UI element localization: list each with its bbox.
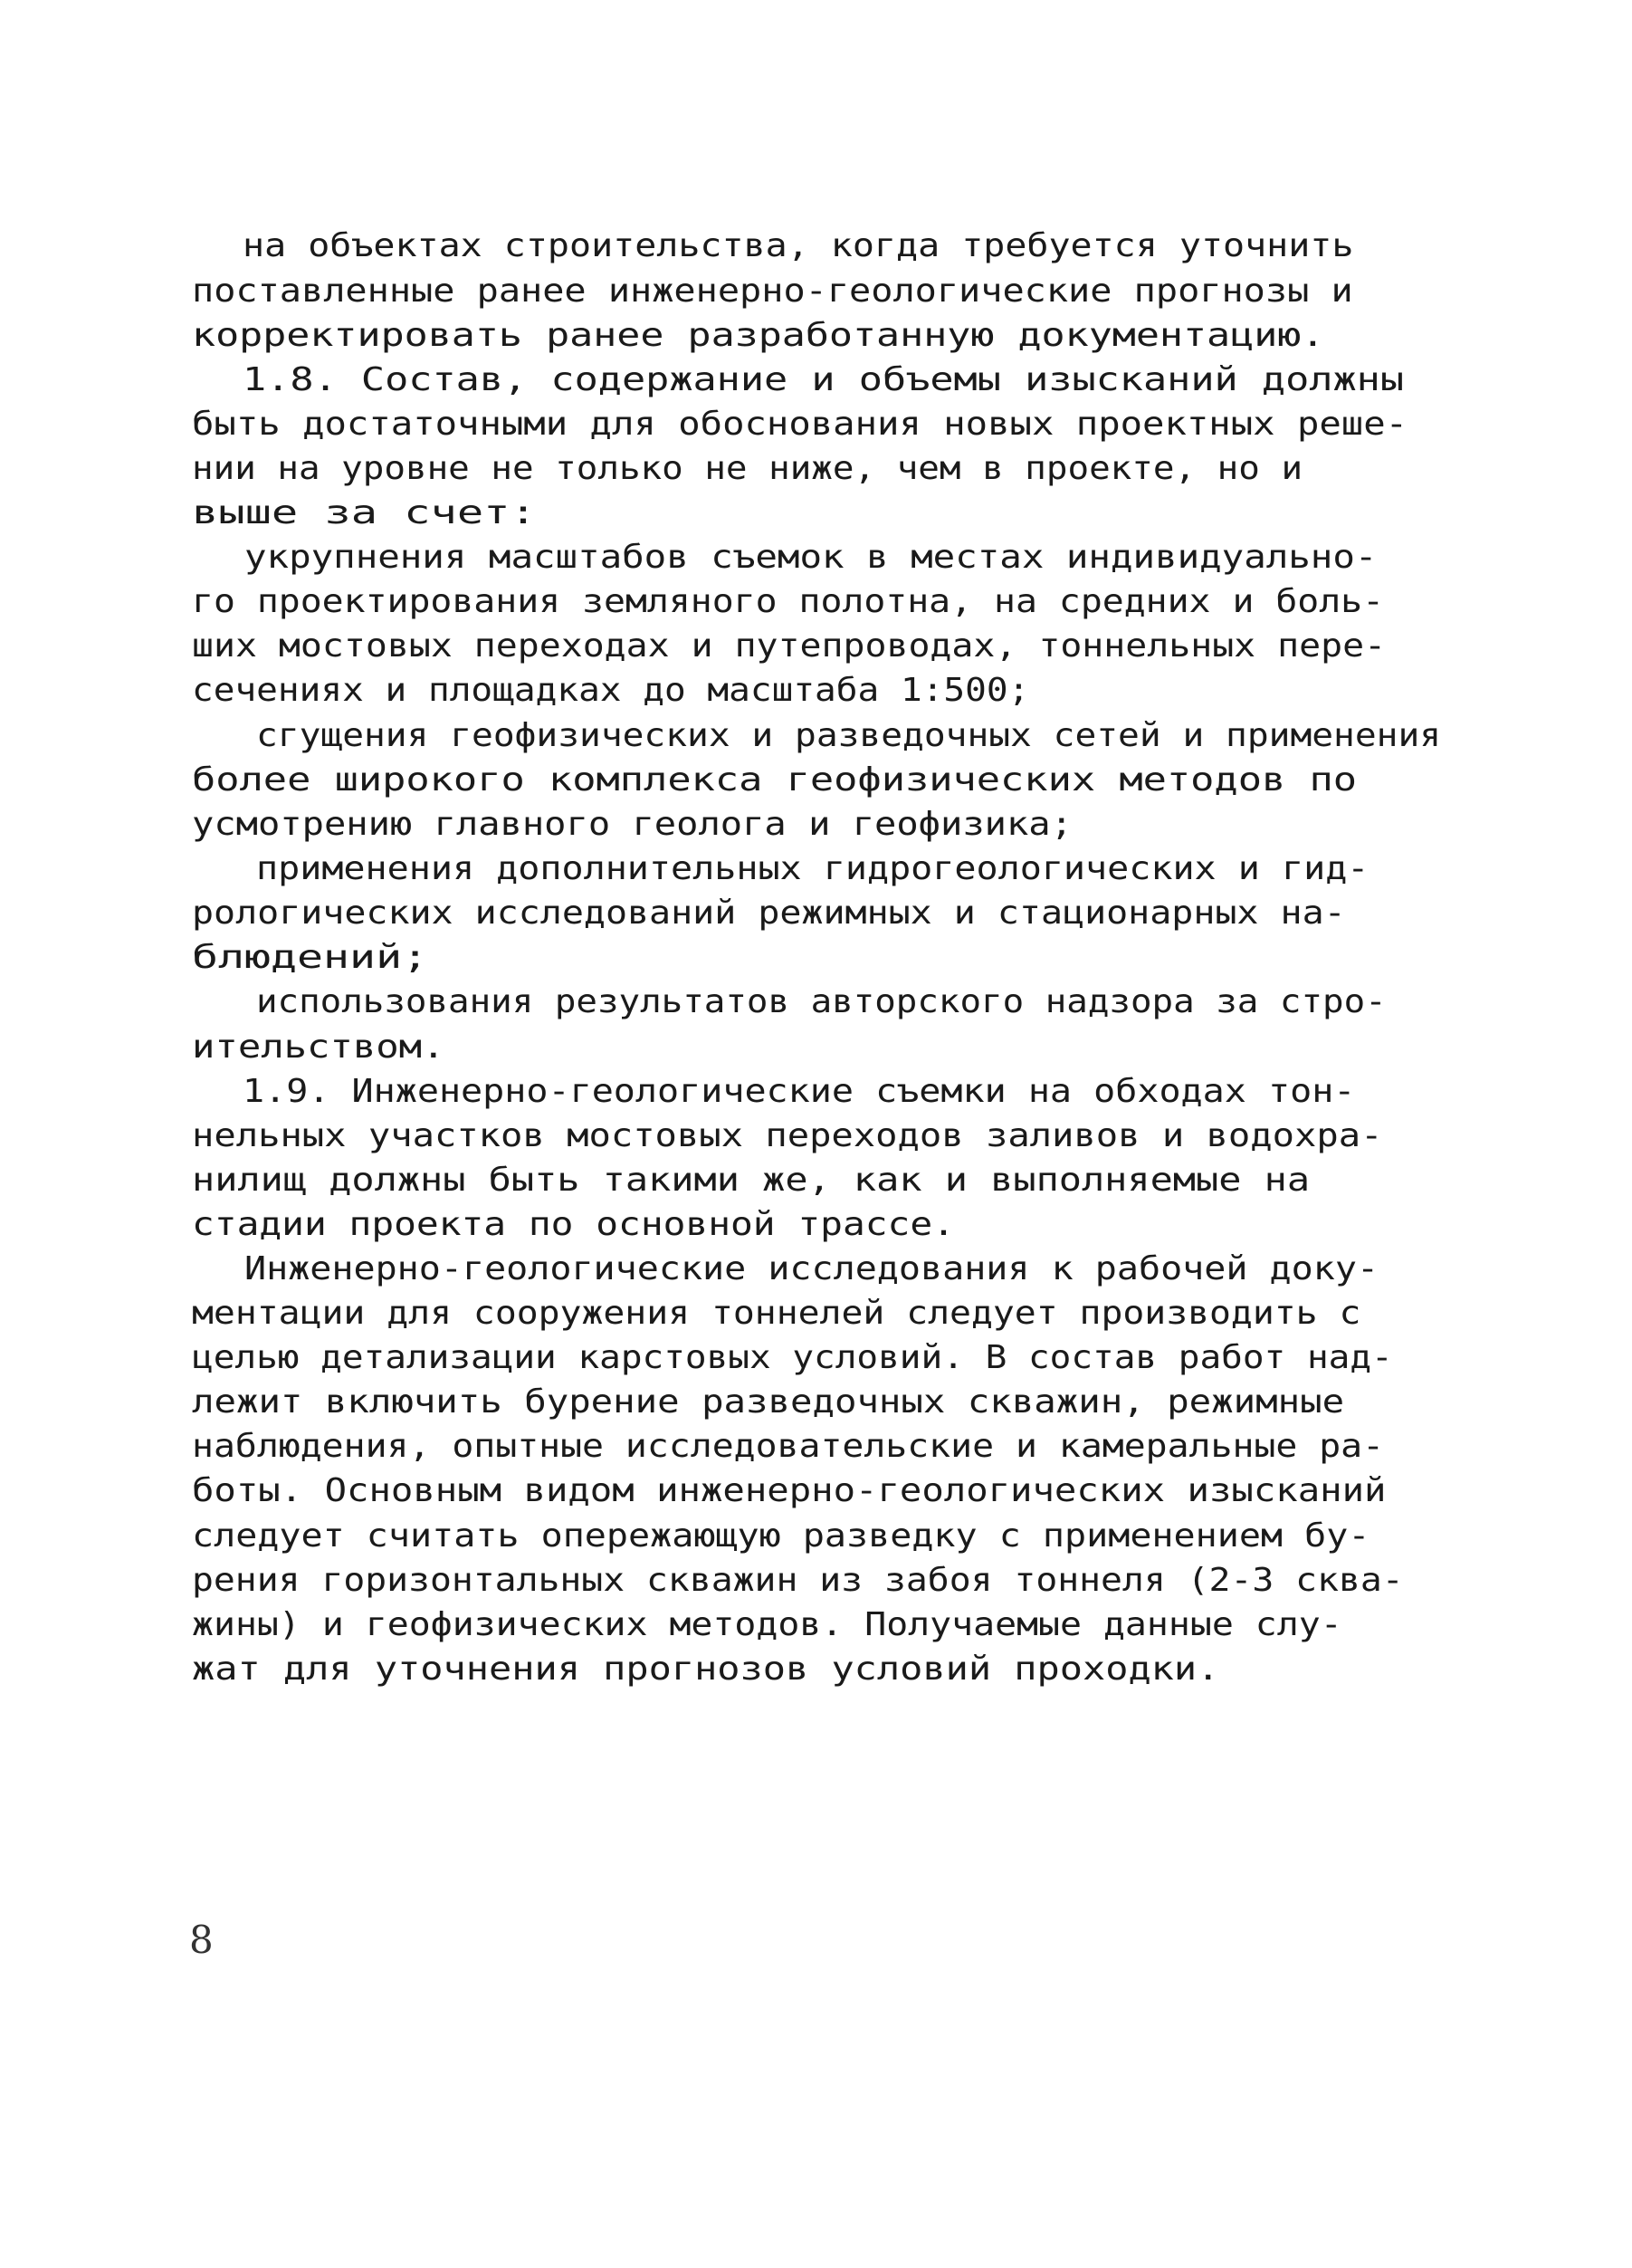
- text-line: стадии проекта по основной трассе.: [192, 1206, 955, 1243]
- page-number: 8: [189, 1918, 214, 1962]
- text-line: поставленные ранее инженерно-геологические прогнозы и: [192, 273, 1353, 310]
- text-line: го проектирования земляного полотна, на средних и боль-: [192, 583, 1385, 620]
- paragraph-1-9-line: 1.9. Инженерно-геологические съемки на обходах тон-: [243, 1073, 1356, 1110]
- text-line: нилищ должны быть такими же, как и выполняемые на: [192, 1162, 1311, 1199]
- paragraph-1-8-line: 1.8. Состав, содержание и объемы изысканий должны: [243, 361, 1405, 398]
- text-line: блюдений;: [192, 939, 429, 976]
- text-line: боты. Основным видом инженерно-геологических изысканий: [192, 1472, 1387, 1509]
- text-line: ших мостовых переходах и путепроводах, тоннельных пере-: [192, 627, 1387, 665]
- text-line: целью детализации карстовых условий. В состав работ над-: [192, 1339, 1393, 1376]
- list-item-line: применения дополнительных гидрогеологических и гид-: [256, 850, 1370, 887]
- text-line: жины) и геофизических методов. Получаемые данные слу-: [192, 1606, 1342, 1643]
- list-item-line: использования результатов авторского надзора за стро-: [256, 983, 1387, 1020]
- text-line: нии на уровне не только не ниже, чем в проекте, но и: [192, 450, 1303, 487]
- paragraph-line: Инженерно-геологические исследования к рабочей доку-: [244, 1250, 1379, 1287]
- text-line: корректировать ранее разработанную документацию.: [192, 317, 1325, 354]
- text-line: сечениях и площадках до масштаба 1:500;: [192, 672, 1030, 709]
- list-item-line: сгущения геофизических и разведочных сетей и применения: [256, 717, 1442, 754]
- text-line: лежит включить бурение разведочных скважин, режимные: [192, 1383, 1345, 1421]
- text-line: усмотрению главного геолога и геофизика;: [192, 806, 1073, 843]
- text-line: рологических исследований режимных и стационарных на-: [192, 895, 1346, 932]
- text-line: нельных участков мостовых переходов заливов и водохра-: [192, 1117, 1383, 1154]
- text-line: жат для уточнения прогнозов условий проходки.: [192, 1651, 1220, 1688]
- list-item-line: укрупнения масштабов съемок в местах индивидуально-: [244, 539, 1378, 576]
- text-line: более широкого комплекса геофизических методов по: [192, 761, 1358, 799]
- text-line: следует считать опережающую разведку с применением бу-: [192, 1517, 1370, 1555]
- text-line: ительством.: [192, 1029, 445, 1066]
- text-line: быть достаточными для обоснования новых проектных реше-: [192, 406, 1408, 443]
- text-line: выше за счет:: [192, 494, 537, 531]
- text-line: наблюдения, опытные исследовательские и камеральные ра-: [192, 1428, 1385, 1465]
- text-line: рения горизонтальных скважин из забоя тоннеля (2-3 сква-: [192, 1562, 1404, 1599]
- text-line: ментации для сооружения тоннелей следует производить с: [192, 1295, 1361, 1332]
- text-line: на объектах строительства, когда требуется уточнить: [243, 227, 1354, 264]
